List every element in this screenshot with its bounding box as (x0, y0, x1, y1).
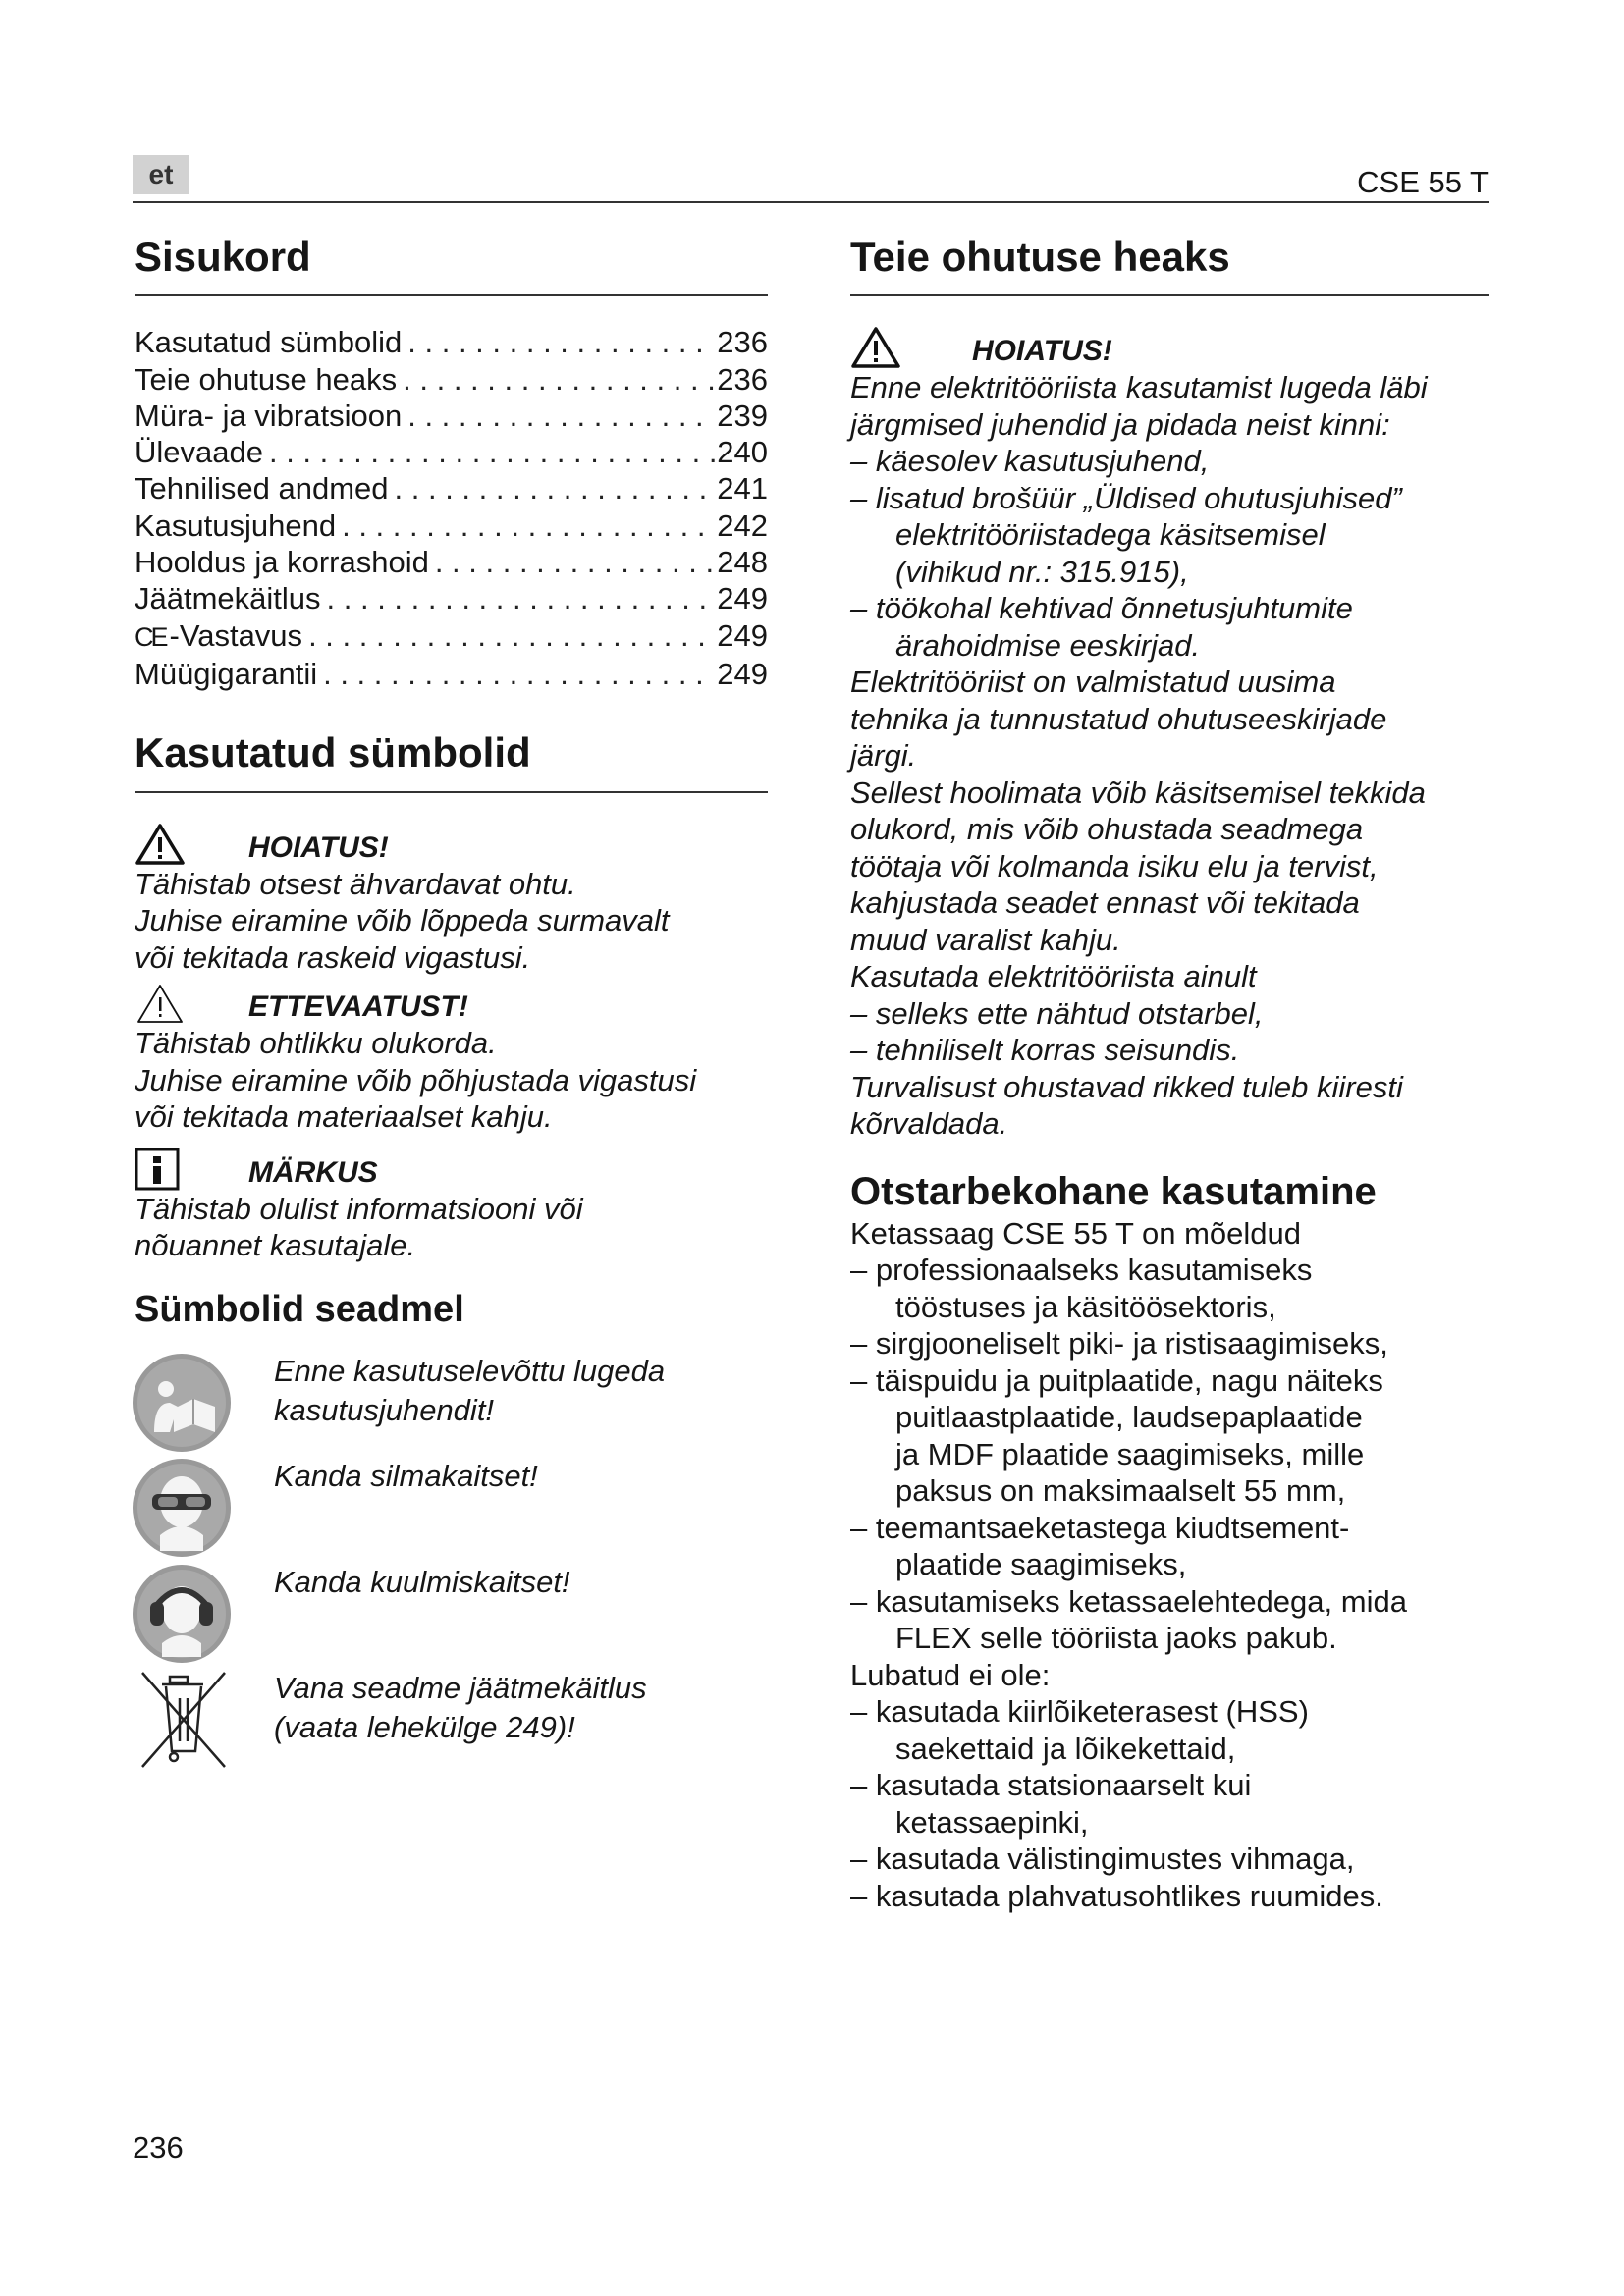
toc-item[interactable]: Jäätmekäitlus . . . 249 (135, 580, 768, 616)
caution-signal (135, 980, 768, 1025)
model-name: CSE 55 T (1357, 165, 1489, 199)
device-symbol-text: Kanda kuulmiskaitset! (274, 1565, 570, 1600)
toc-item[interactable]: Hooldus ja korrashoid . . . 248 (135, 544, 768, 580)
toc-item[interactable]: Kasutusjuhend . . . 242 (135, 507, 768, 544)
symbols-section-title: Kasutatud sümbolid (135, 729, 768, 792)
toc-title: Sisukord (135, 234, 768, 296)
device-symbol-row (135, 1669, 768, 1767)
warning-triangle-icon (135, 823, 186, 866)
device-symbol-text: Enne kasutuselevõttu lugeda kasutusjuhendit! (274, 1354, 666, 1428)
warning-signal (135, 821, 768, 866)
caution-label: ETTEVAATUST! (248, 990, 468, 1024)
safety-warning-signal (850, 324, 1489, 369)
note-description: Tähistab olulist informatsiooni või nõuannet kasutajale. (135, 1191, 583, 1263)
info-icon (135, 1148, 186, 1191)
table-of-contents (135, 324, 768, 692)
safety-title: Teie ohutuse heaks (850, 234, 1489, 296)
device-symbol-text: Kanda silmakaitset! (274, 1459, 538, 1494)
warning-triangle-icon (850, 326, 901, 369)
toc-item[interactable]: Kasutatud sümbolid . . . 236 (135, 324, 768, 360)
page-number: 236 (133, 2130, 184, 2164)
crossed-bin-icon (131, 1669, 239, 1771)
caution-description: Tähistab ohtlikku olukorda. Juhise eiramine võib põhjustada vigastusi või tekitada materiaalset kahju. (135, 1026, 697, 1135)
device-symbol-row (135, 1457, 768, 1563)
right-column (850, 196, 1489, 1914)
safety-body: Enne elektritööriista kasutamist lugeda läbi järgmised juhendid ja pidada neist kinni: – käesolev kasutusjuhend, – lisatud brošüür „Üldised ohutusjuhised” elektritööriistadega käsitsemisel (vihikud nr.: 315.915), – töökohal kehtivad õnnetusjuhtumite ärahoidmise eeskirjad. Elektritööriist on valmistatud uusima tehnika ja tunnustatud ohutuseeskirjade järgi. Sellest hoolimata võib käsitsemisel tekkida olukord, mis võib ohustada seadmega töötaja või kolmanda isiku elu ja tervist, kahjustada seadet ennast või tekitada muud varalist kahju. Kasutada elektritööriista ainult – selleks ette nähtud otstarbel, – tehniliselt korras seisundis. Turvalisust ohustavad rikked tuleb kiiresti kõrvaldada. (850, 370, 1428, 1142)
safety-warning-label: HOIATUS! (972, 335, 1112, 368)
device-symbols-title: Sümbolid seadmel (135, 1288, 464, 1330)
ce-mark-icon: CE (135, 621, 166, 652)
warning-description: Tähistab otsest ähvardavat ohtu. Juhise eiramine võib lõppeda surmavalt või tekitada raskeid vigastusi. (135, 866, 670, 975)
toc-item[interactable]: Müra- ja vibratsioon . . . 239 (135, 398, 768, 434)
device-symbol-row (135, 1352, 768, 1457)
toc-item[interactable]: Müügigarantii . . . 249 (135, 656, 768, 692)
intended-use-body: Ketassaag CSE 55 T on mõeldud – professionaalseks kasutamiseks tööstuses ja käsitöösektoris, – sirgjooneliselt piki- ja ristisaagimiseks, – täispuidu ja puitplaatide, nagu näiteks puitlaastplaatide, laudsepaplaatide ja MDF plaatide saagimiseks, mille paksus on maksimaalselt 55 mm, – teemantsaeketastega kiudtsement- plaatide saagimiseks, – kasutamiseks ketassaelehtedega, mida FLEX selle tööriista jaoks pakub. Lubatud ei ole: – kasutada kiirlõiketerasest (HSS) saekettaid ja lõikekettaid, – kasutada statsionaarselt kui ketassaepinki, – kasutada välistingimustes vihmaga, – kasutada plahvatusohtlikes ruumides. (850, 1215, 1407, 1913)
caution-triangle-icon (135, 982, 186, 1025)
note-signal (135, 1146, 768, 1191)
note-label: MÄRKUS (248, 1155, 378, 1189)
warning-label: HOIATUS! (248, 830, 389, 864)
left-column (135, 196, 768, 1767)
device-symbol-row (135, 1563, 768, 1669)
toc-item[interactable]: Teie ohutuse heaks . . . 236 (135, 361, 768, 398)
ear-protection-icon (131, 1563, 239, 1665)
toc-item[interactable]: Ülevaade . . . 240 (135, 434, 768, 470)
toc-item[interactable]: CE -Vastavus . . . 249 (135, 617, 768, 656)
device-symbol-text: Vana seadme jäätmekäitlus (vaata lehekülge 249)! (274, 1671, 647, 1745)
eye-protection-icon (131, 1457, 239, 1559)
language-badge: et (133, 155, 189, 194)
intended-use-title: Otstarbekohane kasutamine (850, 1169, 1377, 1213)
toc-item[interactable]: Tehnilised andmed . . . 241 (135, 470, 768, 507)
read-manual-icon (131, 1352, 239, 1454)
